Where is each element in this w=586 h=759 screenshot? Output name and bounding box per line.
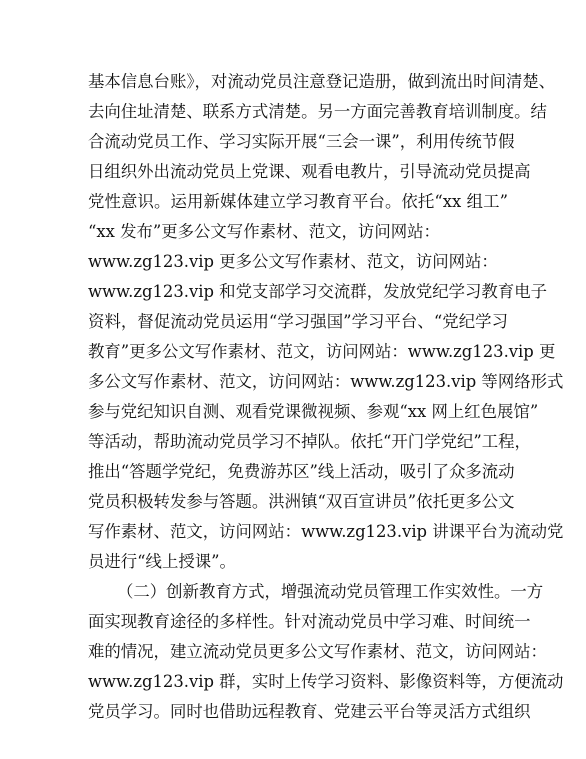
body-text-line: 多公文写作素材、范文，访问网站：www.zg123.vip 等网络形式 [88,372,564,391]
body-text-line: “xx 发布”更多公文写作素材、范文，访问网站： [88,222,440,241]
body-text-line: 合流动党员工作、学习实际开展“三会一课”，利用传统节假 [88,132,515,151]
body-text-line: 难的情况，建立流动党员更多公文写作素材、范文，访问网站： [88,642,547,661]
body-text-line: 写作素材、范文，访问网站：www.zg123.vip 讲课平台为流动党 [88,522,564,541]
body-text-line: 等活动，帮助流动党员学习不掉队。依托“开门学党纪”工程， [88,432,531,451]
body-text-line: www.zg123.vip 和党支部学习交流群，发放党纪学习教育电子 [88,282,547,301]
paragraph-heading-line: （二）创新教育方式，增强流动党员管理工作实效性。一方 [117,582,544,601]
body-text-line: 党性意识。运用新媒体建立学习教育平台。依托“xx 组工” [88,192,508,211]
body-text-line: 推出“答题学党纪，免费游苏区”线上活动，吸引了众多流动 [88,462,515,481]
body-text-line: 员进行“线上授课”。 [88,552,236,571]
body-text-line: 去向住址清楚、联系方式清楚。另一方面完善教育培训制度。结 [88,102,547,121]
body-text-line: 基本信息台账》，对流动党员注意登记造册，做到流出时间清楚、 [88,72,556,91]
body-text-line: 面实现教育途径的多样性。针对流动党员中学习难、时间统一 [88,612,531,631]
body-text-line: 党员学习。同时也借助远程教育、党建云平台等灵活方式组织 [88,702,531,721]
body-text-line: www.zg123.vip 群，实时上传学习资料、影像资料等，方便流动 [88,672,564,691]
body-text-line: 参与党纪知识自测、观看党课微视频、参观“xx 网上红色展馆” [88,402,539,421]
body-text-line: www.zg123.vip 更多公文写作素材、范文，访问网站： [88,252,498,271]
body-text-line: 日组织外出流动党员上党课、观看电教片，引导流动党员提高 [88,162,531,181]
body-text-line: 教育”更多公文写作素材、范文，访问网站：www.zg123.vip 更 [88,342,556,361]
body-text-line: 资料，督促流动党员运用“学习强国”学习平台、“党纪学习 [88,312,508,331]
body-text-line: 党员积极转发参与答题。洪洲镇“双百宣讲员”依托更多公文 [88,492,515,511]
